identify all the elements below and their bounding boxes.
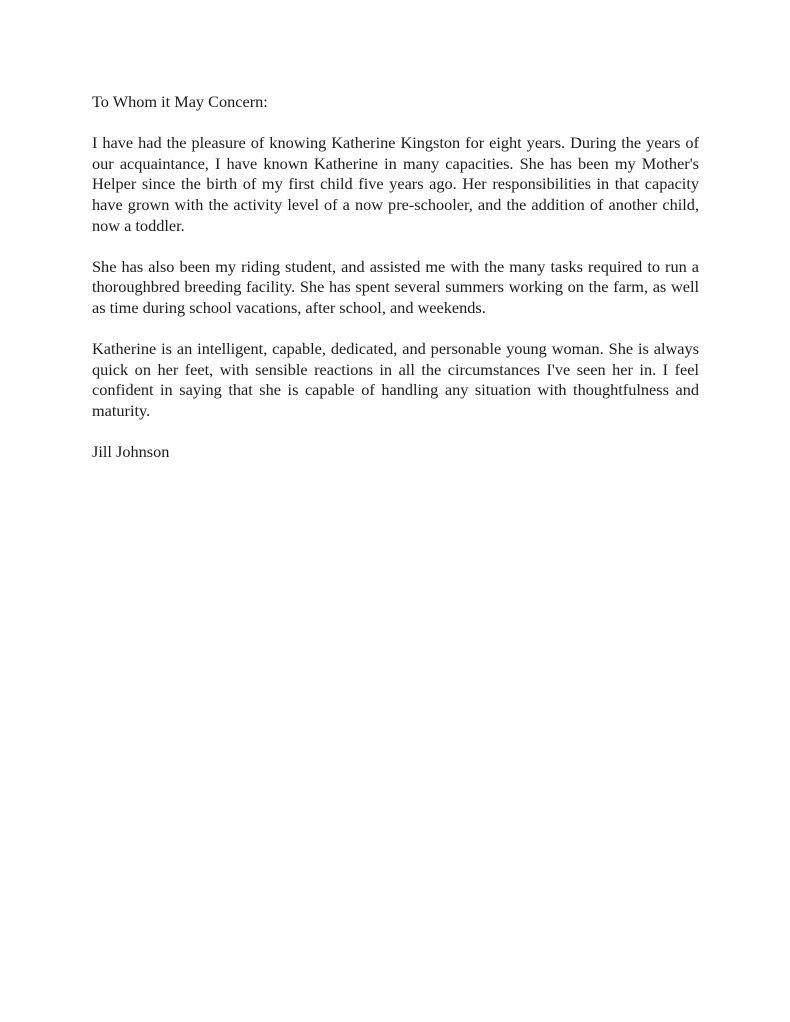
letter-paragraph-3: Katherine is an intelligent, capable, dedicated, and personable young woman. She is always quick on her feet, with sensible reactions in all the circumstances I've seen her in. I feel confident in saying that she is capable of handling any situation with thoughtfulness and maturity. [92,339,699,420]
letter-body [92,92,699,463]
letter-paragraph-2: She has also been my riding student, and assisted me with the many tasks required to run a thoroughbred breeding facility. She has spent several summers working on the farm, as well as time during school vacations, after school, and weekends. [92,256,699,317]
letter-signature: Jill Johnson [92,442,170,462]
letter-salutation: To Whom it May Concern: [92,92,268,111]
letter-paragraph-1: I have had the pleasure of knowing Katherine Kingston for eight years. During the years of our acquaintance, I have known Katherine in many capacities. She has been my Mother's Helper since the birth of my first child five years ago. Her responsibilities in that capacity have grown with the activity level of a now pre-schooler, and the addition of another child, now a toddler. [92,133,699,235]
